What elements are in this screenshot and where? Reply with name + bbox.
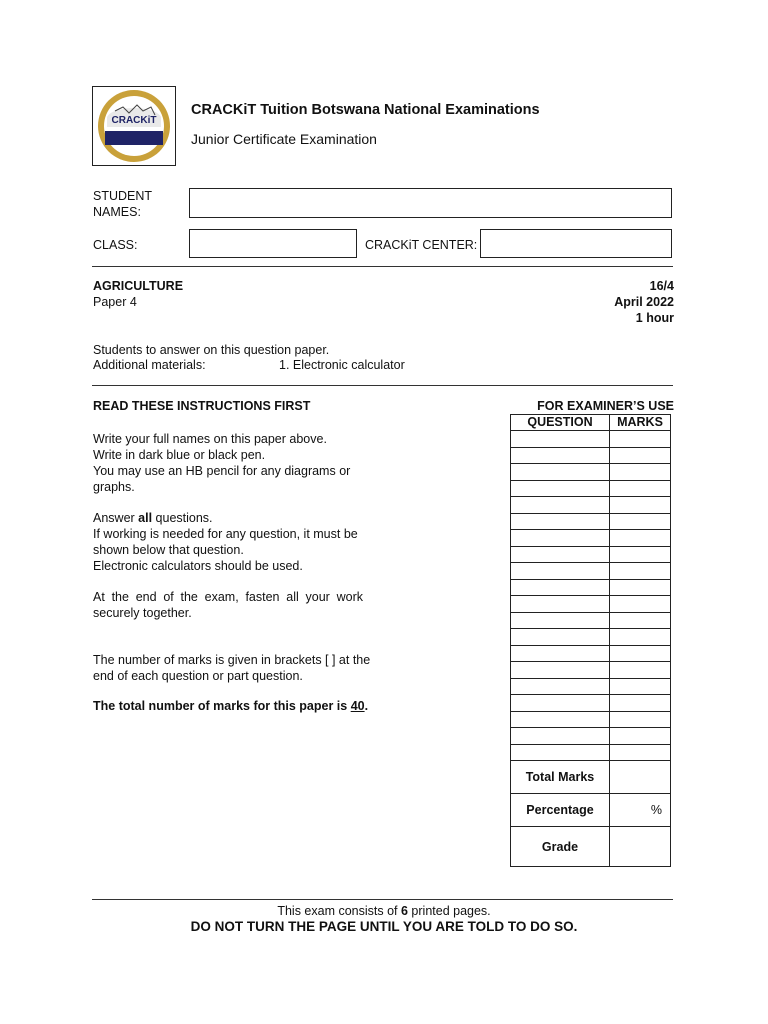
table-row <box>511 744 671 761</box>
additional-materials-label: Additional materials: <box>93 358 206 372</box>
instructions-block-1 <box>93 431 373 495</box>
grade-label: Grade <box>511 827 610 867</box>
instruction-line: end of each question or part question. <box>93 669 303 683</box>
page-count: 6 <box>401 904 408 918</box>
logo-frame <box>92 86 176 166</box>
examiner-table <box>510 414 671 867</box>
percentage-label: Percentage <box>511 794 610 827</box>
table-row <box>511 563 671 580</box>
instructions-heading: READ THESE INSTRUCTIONS FIRST <box>93 399 311 413</box>
logo-text: CRACKiT <box>111 115 157 126</box>
divider <box>92 266 673 267</box>
answer-on-paper-note: Students to answer on this question paper. <box>93 343 330 357</box>
percentage-cell[interactable]: % <box>610 794 671 827</box>
instruction-line: securely together. <box>93 606 192 620</box>
instruction-line: shown below that question. <box>93 543 244 557</box>
table-row <box>511 513 671 530</box>
divider <box>92 385 673 386</box>
exam-date: April 2022 <box>614 295 674 309</box>
center-label: CRACKiT CENTER: <box>365 238 478 252</box>
instructions-block-2 <box>93 510 373 574</box>
subject-name: AGRICULTURE <box>93 279 184 293</box>
instruction-line: Electronic calculators should be used. <box>93 559 303 573</box>
table-row <box>511 612 671 629</box>
table-row <box>511 728 671 745</box>
table-row <box>511 579 671 596</box>
table-row <box>511 447 671 464</box>
table-row <box>511 596 671 613</box>
instruction-line: Write your full names on this paper above. <box>93 432 327 446</box>
student-names-label: STUDENT NAMES: <box>93 189 152 219</box>
do-not-turn-warning: DO NOT TURN THE PAGE UNTIL YOU ARE TOLD TO DO SO. <box>190 919 578 934</box>
total-marks-label: Total Marks <box>511 761 610 794</box>
center-field[interactable] <box>480 229 672 258</box>
instruction-line: At the end of the exam, fasten all your work <box>93 590 363 604</box>
column-header-question: QUESTION <box>511 415 610 431</box>
instruction-answer-all: Answer all questions. <box>93 511 213 525</box>
divider <box>92 899 673 900</box>
table-row <box>511 431 671 448</box>
class-label: CLASS: <box>93 238 138 252</box>
instruction-line: You may use an HB pencil for any diagrams or <box>93 464 351 478</box>
total-marks-cell[interactable] <box>610 761 671 794</box>
table-row <box>511 530 671 547</box>
grade-row <box>511 827 671 867</box>
table-row <box>511 629 671 646</box>
table-row <box>511 464 671 481</box>
additional-materials-item: 1. Electronic calculator <box>279 358 405 372</box>
table-row <box>511 711 671 728</box>
paper-number: Paper 4 <box>93 295 137 309</box>
exam-duration: 1 hour <box>635 311 674 325</box>
table-row <box>511 497 671 514</box>
table-row <box>511 662 671 679</box>
total-marks-value: 40 <box>350 699 365 713</box>
exam-board-title: CRACKiT Tuition Botswana National Examinations <box>191 102 540 118</box>
class-field[interactable] <box>189 229 357 258</box>
crackit-logo <box>93 87 175 165</box>
examiner-heading: FOR EXAMINER’S USE <box>537 399 674 413</box>
table-row <box>511 546 671 563</box>
table-row <box>511 678 671 695</box>
instruction-line: The number of marks is given in brackets [ ] at the <box>93 653 371 667</box>
paper-code: 16/4 <box>649 279 674 293</box>
total-marks-row <box>511 761 671 794</box>
column-header-marks: MARKS <box>610 415 671 431</box>
instruction-line: If working is needed for any question, it must be <box>93 527 358 541</box>
instructions-block-4 <box>93 652 383 684</box>
page-count-note: This exam consists of 6 printed pages. <box>277 904 491 918</box>
instruction-line: graphs. <box>93 480 135 494</box>
table-row <box>511 480 671 497</box>
table-row <box>511 695 671 712</box>
exam-type-subtitle: Junior Certificate Examination <box>191 131 377 147</box>
total-marks-note: The total number of marks for this paper is 40. <box>93 699 369 713</box>
percentage-row <box>511 794 671 827</box>
student-names-field[interactable] <box>189 188 672 218</box>
instruction-line: Write in dark blue or black pen. <box>93 448 266 462</box>
table-row <box>511 645 671 662</box>
instructions-block-3 <box>93 589 363 621</box>
grade-cell[interactable] <box>610 827 671 867</box>
